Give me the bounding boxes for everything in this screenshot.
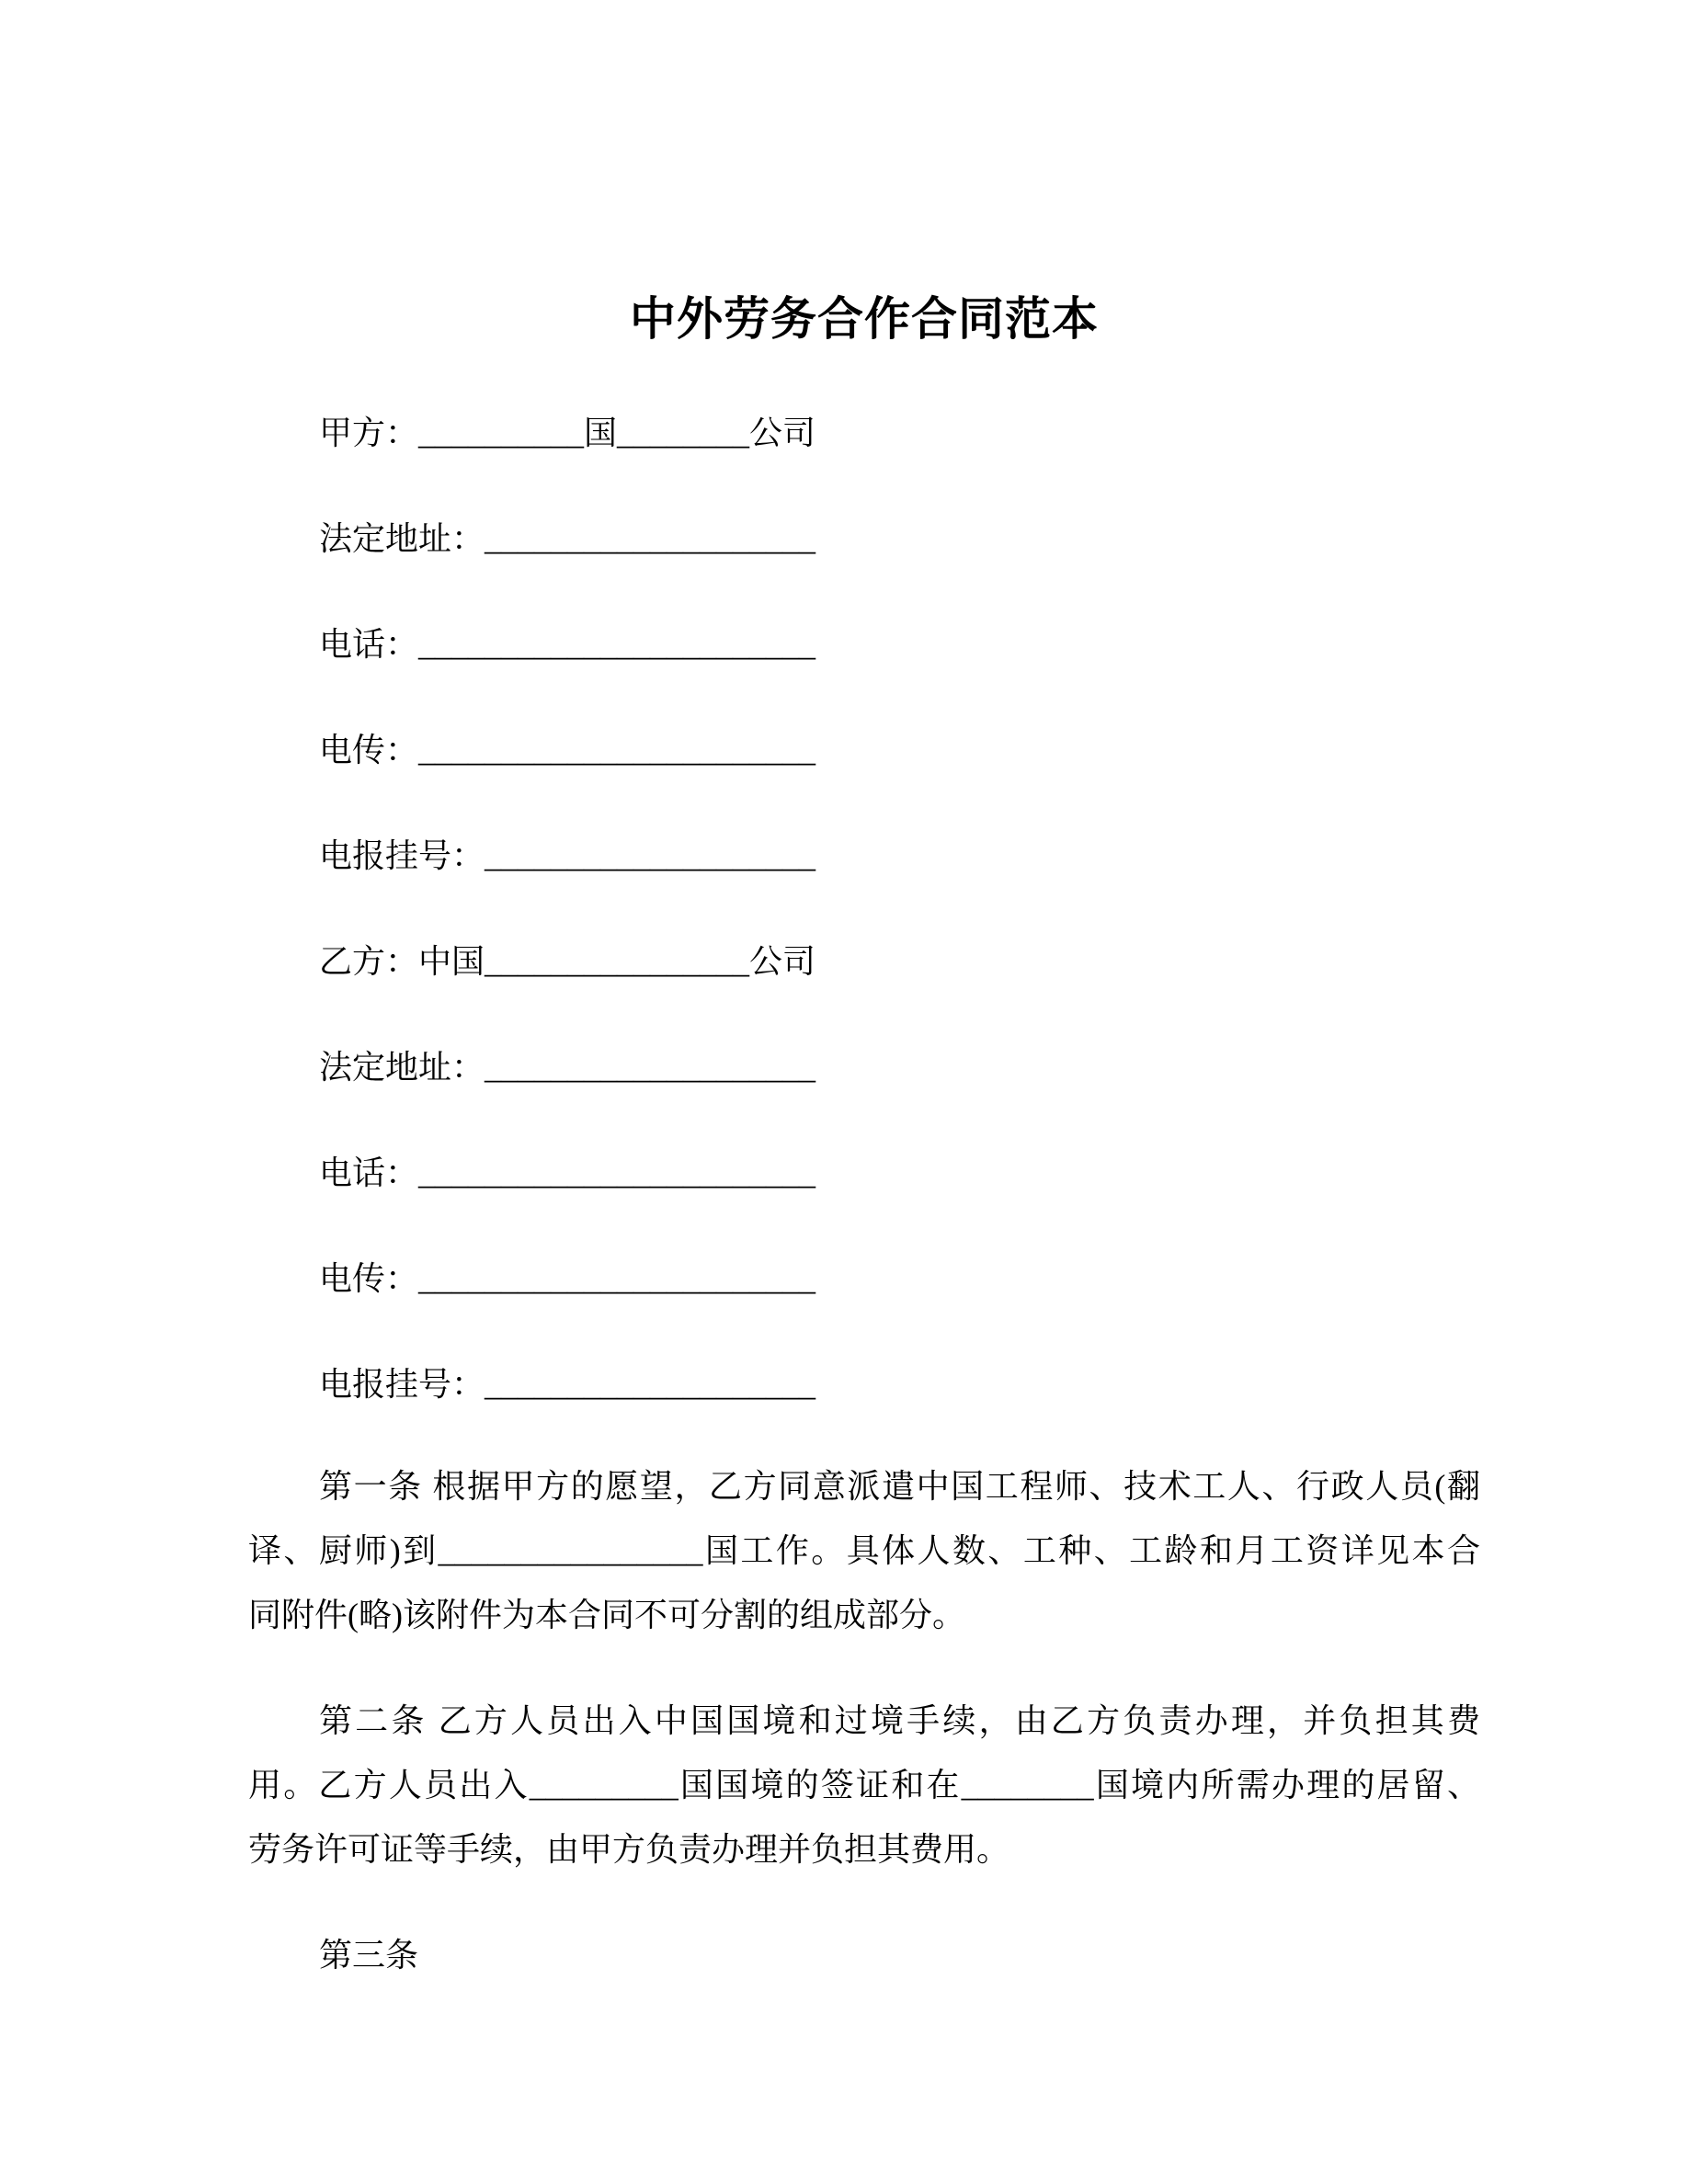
form-line-party-a-name: 甲方：__________国________公司 [319,415,816,451]
form-line-party-a-phone: 电话：________________________ [319,626,816,663]
article-3-line-1: 第三条 [319,1937,419,1974]
article-1-line-2: 译、厨师)到________________国工作。具体人数、工种、工龄和月工资详见本合 [248,1532,1480,1569]
party-b-section [248,909,1480,1438]
party-a-section [248,381,1480,909]
article-3-paragraph [248,1923,1480,1987]
form-line-party-a-cable-number: 电报挂号：____________________ [319,837,816,874]
form-line-party-b-cable-number: 电报挂号：____________________ [319,1366,816,1403]
form-line-party-b-phone: 电话：________________________ [319,1155,816,1191]
document-title: 中外劳务合作合同范本 [630,293,1099,345]
article-1-line-1: 第一条 根据甲方的愿望，乙方同意派遣中国工程师、技术工人、行政人员(翻 [319,1468,1480,1505]
article-2-paragraph [248,1689,1480,1882]
form-line-party-b-telex: 电传：________________________ [319,1260,816,1297]
article-1-paragraph [248,1454,1480,1647]
form-line-party-a-legal-address: 法定地址：____________________ [319,520,816,557]
parties-form-block [248,381,1480,1438]
form-line-party-a-telex: 电传：________________________ [319,732,816,768]
article-2-line-2: 用。乙方人员出入_________国国境的签证和在________国境内所需办理的居留、 [248,1767,1480,1803]
form-line-party-b-legal-address: 法定地址：____________________ [319,1049,816,1086]
article-2-line-3: 劳务许可证等手续，由甲方负责办理并负担其费用。 [248,1831,1010,1868]
form-line-party-b-name: 乙方：中国________________公司 [319,943,816,980]
document-content [248,0,1480,1987]
article-1-line-3: 同附件(略)该附件为本合同不可分割的组成部分。 [248,1597,965,1633]
article-2-line-1: 第二条 乙方人员出入中国国境和过境手续，由乙方负责办理，并负担其费 [319,1702,1480,1739]
